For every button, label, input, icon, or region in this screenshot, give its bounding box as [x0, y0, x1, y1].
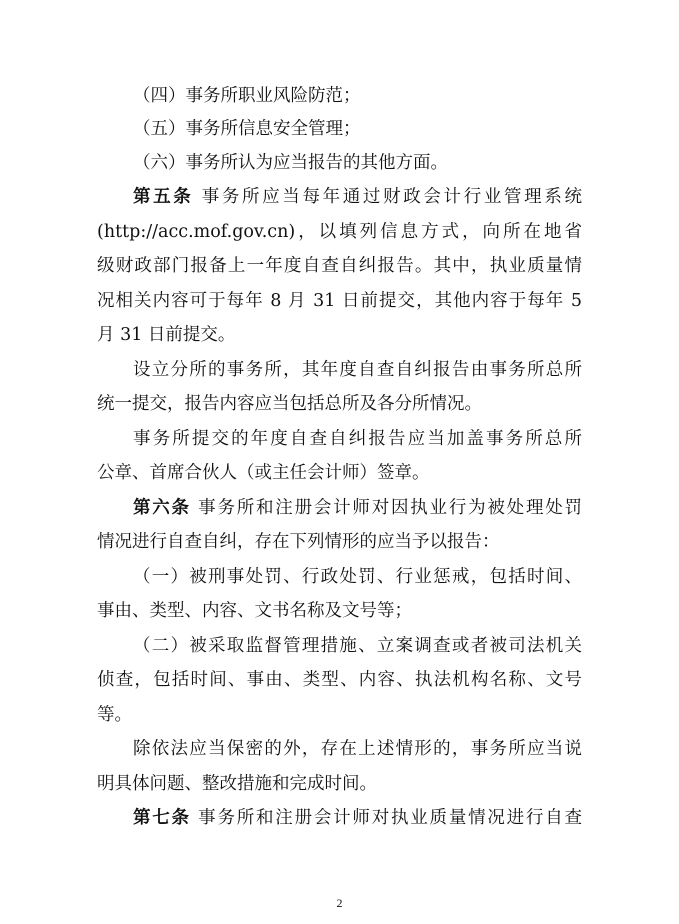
line-text	[133, 117, 361, 141]
line-body-text: 月 31 日前提交。	[97, 325, 236, 345]
line-body-text: 况相关内容可于每年 8 月 31 日前提交，其他内容于每年 5	[97, 291, 582, 311]
line-text	[133, 634, 582, 658]
line-text	[133, 185, 582, 209]
line-text	[133, 84, 361, 108]
line-text	[97, 289, 582, 313]
line-body-text: 设立分所的事务所，其年度自查自纠报告由事务所总所	[133, 360, 582, 380]
line-text	[133, 496, 582, 520]
line-text	[133, 565, 582, 589]
line-text	[133, 427, 582, 451]
line-text	[97, 220, 582, 244]
line-body-text: （四）事务所职业风险防范；	[133, 86, 361, 106]
line-body-text: (http://acc.mof.gov.cn)，以填列信息方式，向所在地省	[97, 222, 582, 242]
line-text	[133, 737, 582, 761]
line-body-text: 侦查，包括时间、事由、类型、内容、执法机构名称、文号	[97, 670, 582, 690]
article-heading: 第六条	[133, 498, 191, 518]
line-text	[97, 323, 235, 347]
line-text	[133, 358, 582, 382]
page-number: 2	[336, 896, 343, 910]
line-body-text: 明具体问题、整改措施和完成时间。	[97, 774, 377, 794]
line-text	[97, 599, 412, 623]
line-body-text: 级财政部门报备上一年度自查自纠报告。其中，执业质量情	[97, 256, 582, 276]
line-body-text: （一）被刑事处罚、行政处罚、行业惩戒，包括时间、	[133, 567, 582, 587]
line-body-text: （二）被采取监督管理措施、立案调查或者被司法机关	[133, 636, 582, 656]
line-body-text: 事由、类型、内容、文书名称及文号等；	[97, 601, 412, 621]
line-body-text: 事务所和注册会计师对执业质量情况进行自查	[190, 808, 583, 828]
line-text	[133, 806, 582, 830]
article-heading: 第七条	[133, 808, 191, 828]
line-body-text: （五）事务所信息安全管理；	[133, 119, 361, 139]
line-text	[133, 151, 448, 175]
line-text	[97, 703, 132, 727]
line-body-text: 事务所提交的年度自查自纠报告应当加盖事务所总所	[133, 429, 582, 449]
line-text	[97, 461, 430, 485]
line-body-text: 等。	[97, 705, 132, 725]
article-heading: 第五条	[133, 187, 194, 207]
line-text	[97, 392, 482, 416]
line-text	[97, 254, 582, 278]
line-text	[97, 530, 500, 554]
line-body-text: 除依法应当保密的外，存在上述情形的，事务所应当说	[133, 739, 582, 759]
line-body-text: （六）事务所认为应当报告的其他方面。	[133, 153, 448, 173]
line-body-text: 统一提交，报告内容应当包括总所及各分所情况。	[97, 394, 482, 414]
line-body-text: 事务所应当每年通过财政会计行业管理系统	[193, 187, 582, 207]
line-text	[97, 772, 377, 796]
line-text	[97, 668, 582, 692]
line-body-text: 情况进行自查自纠，存在下列情形的应当予以报告：	[97, 532, 500, 552]
line-body-text: 事务所和注册会计师对因执业行为被处理处罚	[190, 498, 583, 518]
line-body-text: 公章、首席合伙人（或主任会计师）签章。	[97, 463, 430, 483]
